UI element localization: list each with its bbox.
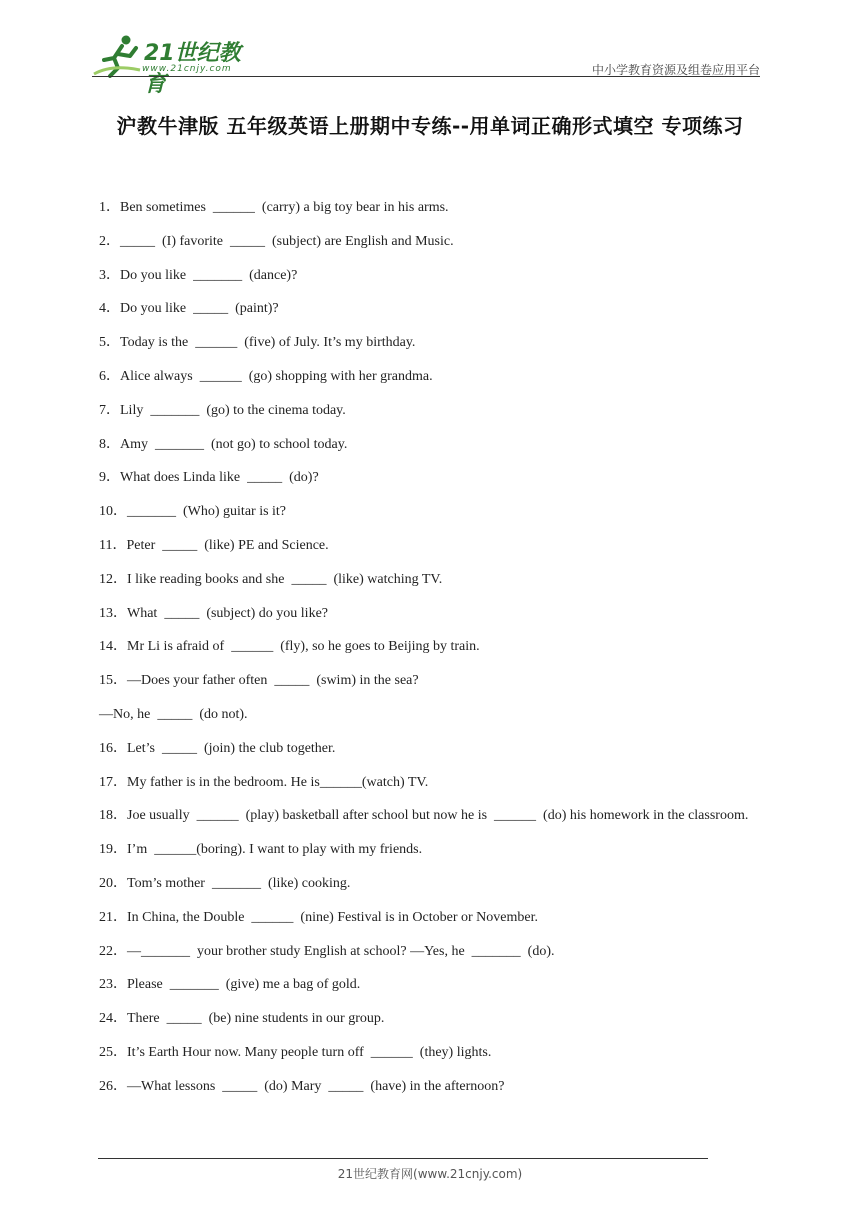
question-item: 5．Today is the ______ (five) of July. It’s my birthday. xyxy=(99,335,416,351)
question-item: 16．Let’s _____ (join) the club together. xyxy=(99,740,336,756)
question-item: 8．Amy _______ (not go) to school today. xyxy=(99,436,348,452)
question-item: 12．I like reading books and she _____ (like) watching TV. xyxy=(99,571,443,587)
question-item: 17．My father is in the bedroom. He is______(watch) TV. xyxy=(99,774,429,790)
page-title: 沪教牛津版 五年级英语上册期中专练--用单词正确形式填空 专项练习 xyxy=(116,114,744,138)
question-item: 24．There _____ (be) nine students in our group. xyxy=(99,1011,385,1027)
logo xyxy=(92,34,262,97)
question-item: 10．_______ (Who) guitar is it? xyxy=(99,504,287,520)
runner-logo-icon xyxy=(92,34,142,78)
question-item: 1．Ben sometimes ______ (carry) a big toy bear in his arms. xyxy=(99,200,449,215)
question-item: 7．Lily _______ (go) to the cinema today. xyxy=(99,402,346,418)
question-item: —No, he _____ (do not). xyxy=(99,706,248,722)
header-divider xyxy=(92,76,760,77)
question-item: 6．Alice always ______ (go) shopping with her grandma. xyxy=(99,368,433,384)
question-item: 13．What _____ (subject) do you like? xyxy=(99,605,329,621)
footer-divider xyxy=(98,1158,708,1159)
question-item: 25．It’s Earth Hour now. Many people turn off ______ (they) lights. xyxy=(99,1044,492,1060)
page-header xyxy=(92,30,760,97)
question-item: 4．Do you like _____ (paint)? xyxy=(99,301,279,317)
question-item: 19．I’m ______(boring). I want to play with my friends. xyxy=(99,842,423,858)
question-item: 11．Peter _____ (like) PE and Science. xyxy=(99,537,329,553)
question-item: 26．—What lessons _____ (do) Mary _____ (have) in the afternoon? xyxy=(99,1078,505,1094)
question-item: 3．Do you like _______ (dance)? xyxy=(99,267,298,283)
footer-text: 21世纪教育网(www.21cnjy.com) xyxy=(337,1167,523,1181)
platform-label: 中小学教育资源及组卷应用平台 xyxy=(591,63,760,77)
question-item: 23．Please _______ (give) me a bag of gold. xyxy=(99,977,361,993)
question-item: 22．—_______ your brother study English at school? —Yes, he _______ (do). xyxy=(99,943,555,959)
question-item: 18．Joe usually ______ (play) basketball after school but now he is ______ (do) his homework in the classroom. xyxy=(99,808,749,824)
question-list xyxy=(99,191,749,1104)
question-item: 21．In China, the Double ______ (nine) Festival is in October or November. xyxy=(99,909,538,925)
question-item: 20．Tom’s mother _______ (like) cooking. xyxy=(99,875,351,891)
logo-text: 21世纪教育 xyxy=(144,41,241,97)
question-item: 15．—Does your father often _____ (swim) in the sea? xyxy=(99,673,419,689)
question-item: 14．Mr Li is afraid of ______ (fly), so he goes to Beijing by train. xyxy=(99,639,480,655)
logo-url: www.21cnjy.com xyxy=(142,64,232,74)
question-item: 2．_____ (I) favorite _____ (subject) are English and Music. xyxy=(99,233,454,249)
question-item: 9．What does Linda like _____ (do)? xyxy=(99,470,319,486)
